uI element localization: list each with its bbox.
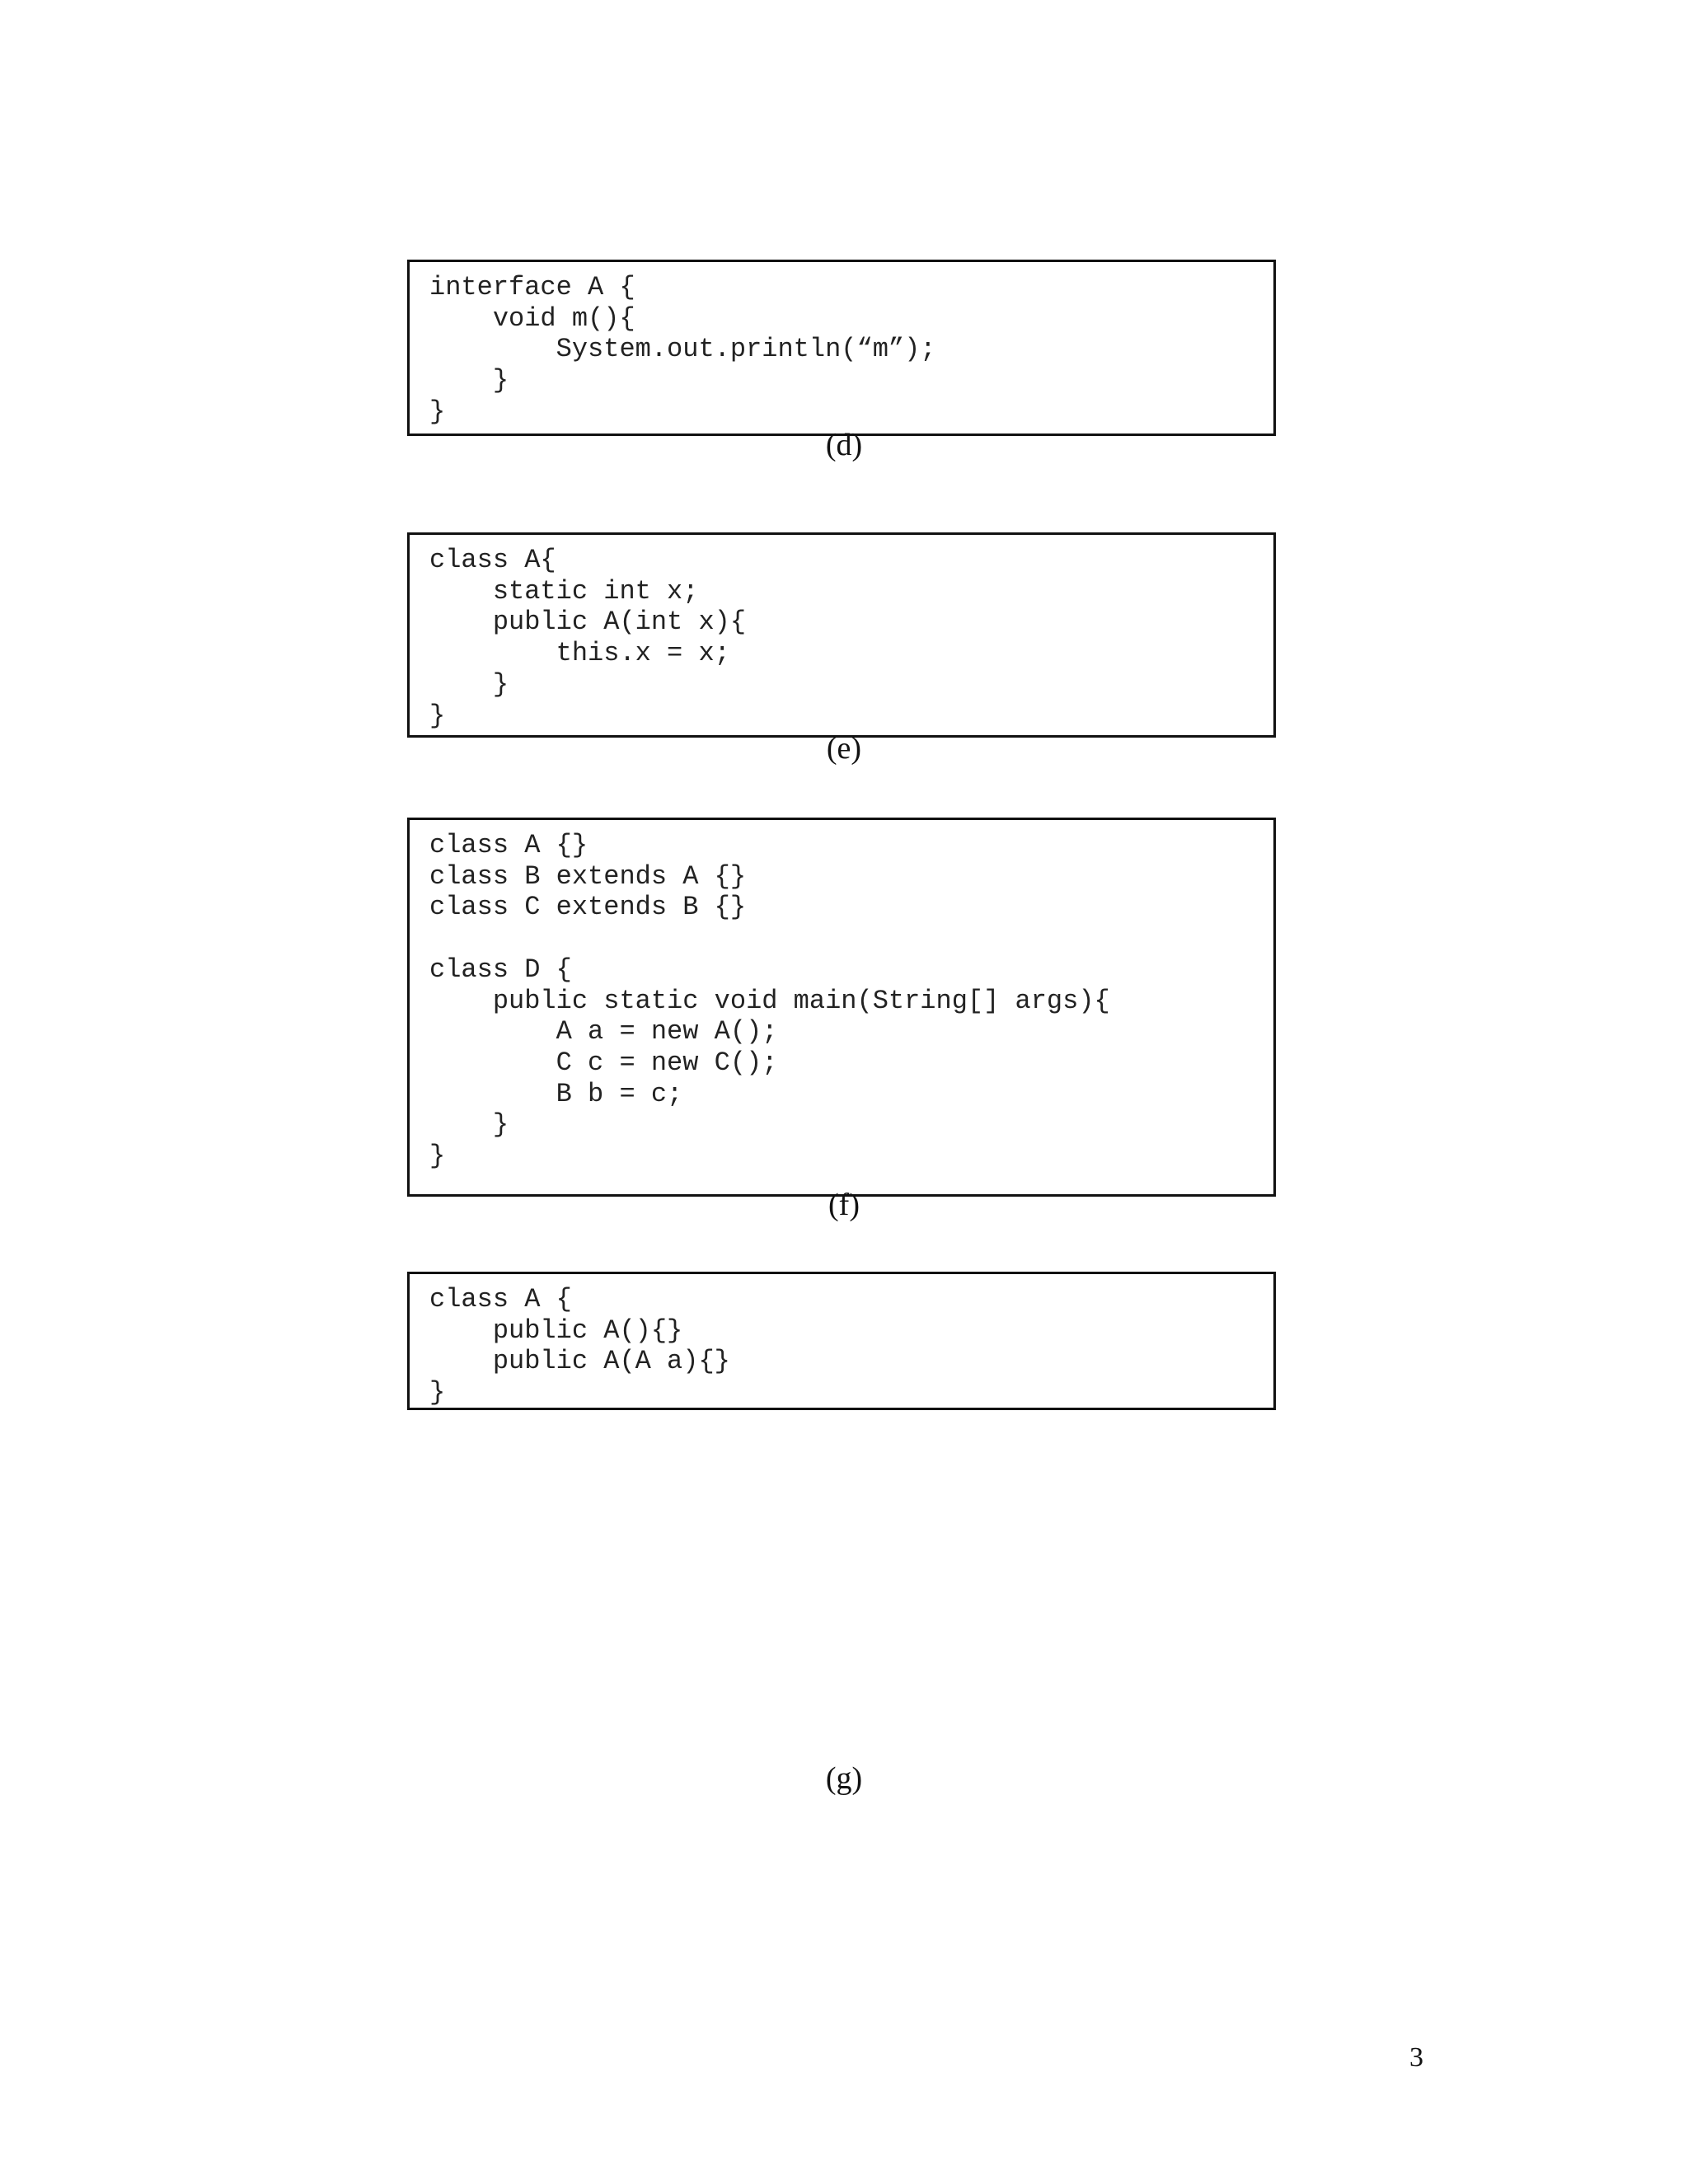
page-number: 3	[1409, 2042, 1423, 2073]
caption-g: (g)	[825, 1761, 863, 1796]
caption-f: (f)	[828, 1188, 860, 1222]
caption-d: (d)	[825, 428, 863, 462]
code-snippet-d: interface A { void m(){ System.out.println(“m”); } }	[429, 272, 936, 427]
code-snippet-g: class A { public A(){} public A(A a){} }	[429, 1284, 730, 1408]
caption-e: (e)	[826, 731, 862, 766]
code-snippet-f: class A {} class B extends A {} class C extends B {} class D { public static void main(String[] args){ A a = new A(); C c = new C(); B b = c; } }	[429, 830, 1110, 1172]
code-box-g	[407, 1272, 1276, 1410]
code-box-d	[407, 260, 1276, 436]
code-box-e	[407, 532, 1276, 738]
code-box-f	[407, 818, 1276, 1197]
code-snippet-e: class A{ static int x; public A(int x){ this.x = x; } }	[429, 545, 747, 731]
